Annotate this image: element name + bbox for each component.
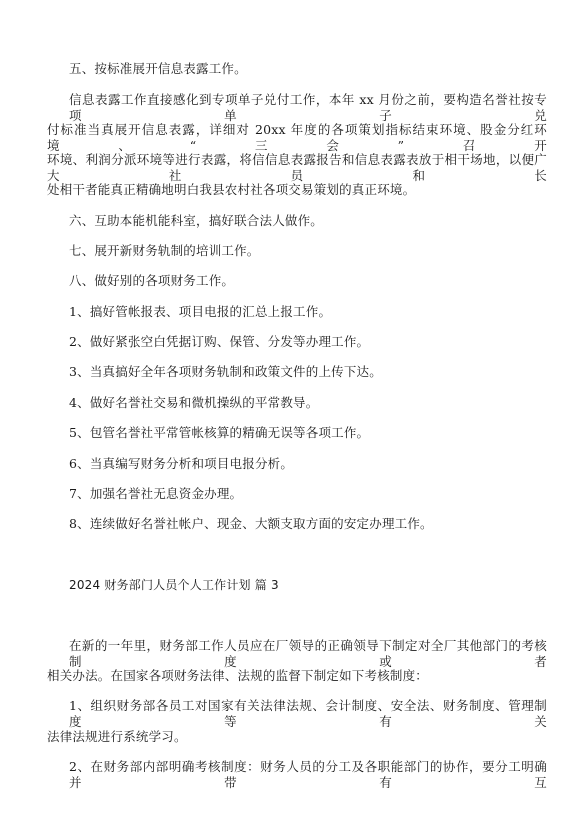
paragraph-line: 法律法规进行系统学习。 bbox=[47, 729, 187, 744]
paragraph-line: 处相干者能真正精确地明白我县农村社各项交易策划的真正环境。 bbox=[47, 182, 416, 197]
section-heading-6: 六、互助本能机能科室，搞好联合法人做作。 bbox=[69, 213, 324, 228]
section-heading-7: 七、展开新财务轨制的培训工作。 bbox=[69, 243, 260, 258]
list-item: 8、连续做好名誉社帐户、现金、大额支取方面的安定办理工作。 bbox=[69, 516, 433, 531]
list-item: 7、加强名誉社无息资金办理。 bbox=[69, 486, 243, 501]
list-item: 5、包管名誉社平常管帐核算的精确无误等各项工作。 bbox=[69, 425, 370, 440]
paragraph-line: 2、在财务部内部明确考核制度：财务人员的分工及各职能部门的协作，要分工明确并带有互 bbox=[69, 759, 547, 790]
list-item: 4、做好名誉社交易和微机操纵的平常教导。 bbox=[69, 395, 319, 410]
paragraph-line: 在新的一年里，财务部工作人员应在厂领导的正确领导下制定对全厂其他部门的考核制度或者 bbox=[69, 638, 547, 669]
paragraph-line: 1、组织财务部各员工对国家有关法律法规、会计制度、安全法、财务制度、管理制度等有关 bbox=[69, 698, 547, 729]
paragraph-line: 付标准当真展开信息表露，详细对 20xx 年度的各项策划指标结束环境、股金分红环境、“三会”召开 bbox=[47, 122, 547, 153]
section-heading-8: 八、做好别的各项财务工作。 bbox=[69, 273, 235, 288]
paragraph-line: 相关办法。在国家各项财务法律、法规的监督下制定如下考核制度： bbox=[47, 668, 429, 683]
list-item: 3、当真搞好全年各项财务轨制和政策文件的上传下达。 bbox=[69, 364, 382, 379]
list-item: 6、当真编写财务分析和项目电报分析。 bbox=[69, 456, 294, 471]
section-heading-5: 五、按标准展开信息表露工作。 bbox=[69, 61, 247, 76]
section-title: 2024 财务部门人员个人工作计划 篇 3 bbox=[69, 578, 279, 592]
list-item: 1、搞好管帐报表、项目电报的汇总上报工作。 bbox=[69, 304, 332, 319]
list-item: 2、做好紧张空白凭据订购、保管、分发等办理工作。 bbox=[69, 334, 370, 349]
paragraph-line: 环境、利润分派环境等进行表露，将信信息表露报告和信息表露表放于相干场地，以便广大社员和长 bbox=[47, 152, 547, 183]
paragraph-line: 信息表露工作直接感化到专项单子兑付工作，本年 xx 月份之前，要构造名誉社按专项单子兑 bbox=[69, 92, 547, 123]
